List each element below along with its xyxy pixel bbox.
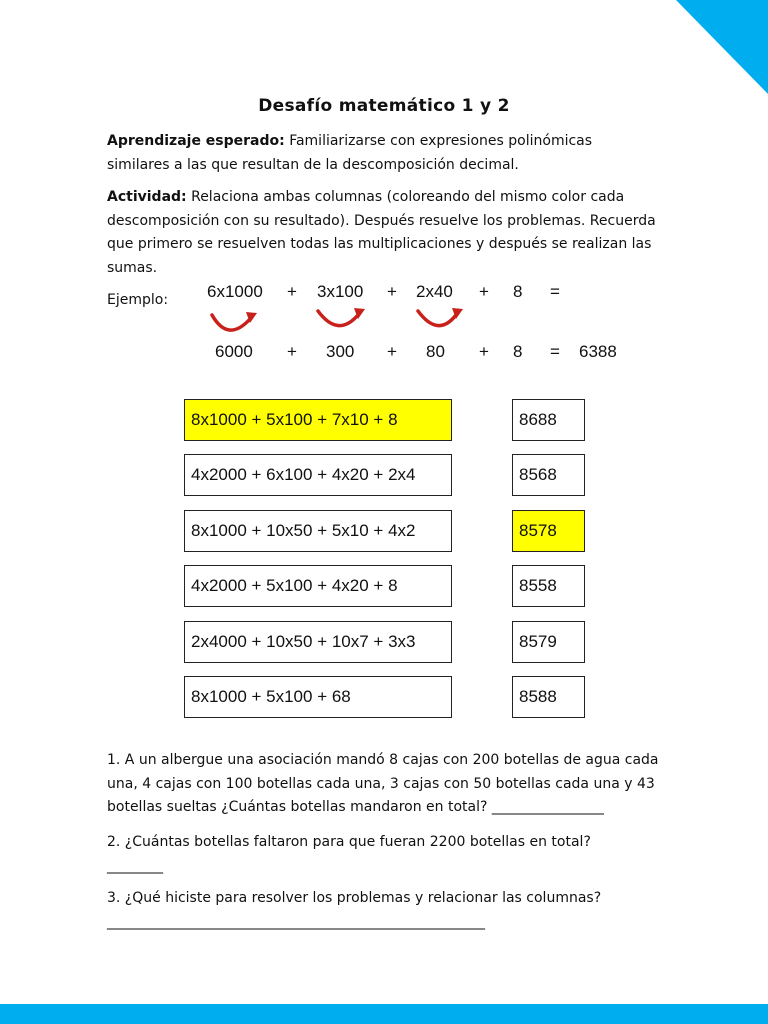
expression-box[interactable]: 2x4000 + 10x50 + 10x7 + 3x3 [184,621,452,663]
example-term: 8 [513,282,523,301]
result-box[interactable]: 8558 [512,565,585,607]
expression-box[interactable]: 8x1000 + 5x100 + 7x10 + 8 [184,399,452,441]
result-box[interactable]: 8568 [512,454,585,496]
example-value: 80 [426,342,445,361]
example-result: 6388 [579,342,617,361]
expression-box[interactable]: 4x2000 + 5x100 + 4x20 + 8 [184,565,452,607]
result-box[interactable]: 8588 [512,676,585,718]
example-term: 3x100 [317,282,364,301]
expression-box[interactable]: 8x1000 + 10x50 + 5x10 + 4x2 [184,510,452,552]
curved-arrow-icon [418,311,456,326]
example-value: 300 [326,342,355,361]
curved-arrow-icon [318,311,358,326]
bottom-bar-decoration [0,1004,768,1024]
result-box[interactable]: 8578 [512,510,585,552]
actividad-text: Relaciona ambas columnas (coloreando del mismo color cada descomposición con su resultado). Después resuelve los problemas. Recuerda que primero se resuelven todas las multiplicaciones y después se realizan las sumas. [107,189,656,276]
example-operator: + [387,282,397,301]
example-value: 8 [513,342,523,361]
aprendizaje-label: Aprendizaje esperado: [107,133,285,149]
example-operator: + [387,342,397,361]
result-box[interactable]: 8688 [512,399,585,441]
example-operator: + [479,282,489,301]
example-value: 6000 [215,342,253,361]
expression-box[interactable]: 4x2000 + 6x100 + 4x20 + 2x4 [184,454,452,496]
curved-arrow-icon [212,315,250,330]
page-title: Desafío matemático 1 y 2 [258,96,510,116]
actividad-label: Actividad: [107,189,187,205]
example-equals: = [550,342,560,361]
example-term: 2x40 [416,282,453,301]
expression-box[interactable]: 8x1000 + 5x100 + 68 [184,676,452,718]
aprendizaje-text: Familiarizarse con expresiones polinómicas similares a las que resultan de la descomposición decimal. [107,133,593,173]
example-operator: + [287,342,297,361]
example-operator: + [479,342,489,361]
example-operator: + [287,282,297,301]
question-1: 1. A un albergue una asociación mandó 8 cajas con 200 botellas de agua cada una, 4 cajas con 100 botellas cada una, 3 cajas con 50 botellas cada una y 43 botellas sueltas ¿Cuántas botellas mandaron en total? ________________ [107,752,659,815]
question-3: 3. ¿Qué hiciste para resolver los problemas y relacionar las columnas? ______________________________________________________ [107,890,602,930]
example-equals: = [550,282,560,301]
example-term: 6x1000 [207,282,263,301]
ejemplo-label: Ejemplo: [107,292,169,308]
result-box[interactable]: 8579 [512,621,585,663]
question-2: 2. ¿Cuántas botellas faltaron para que fueran 2200 botellas en total? ________ [107,834,591,874]
